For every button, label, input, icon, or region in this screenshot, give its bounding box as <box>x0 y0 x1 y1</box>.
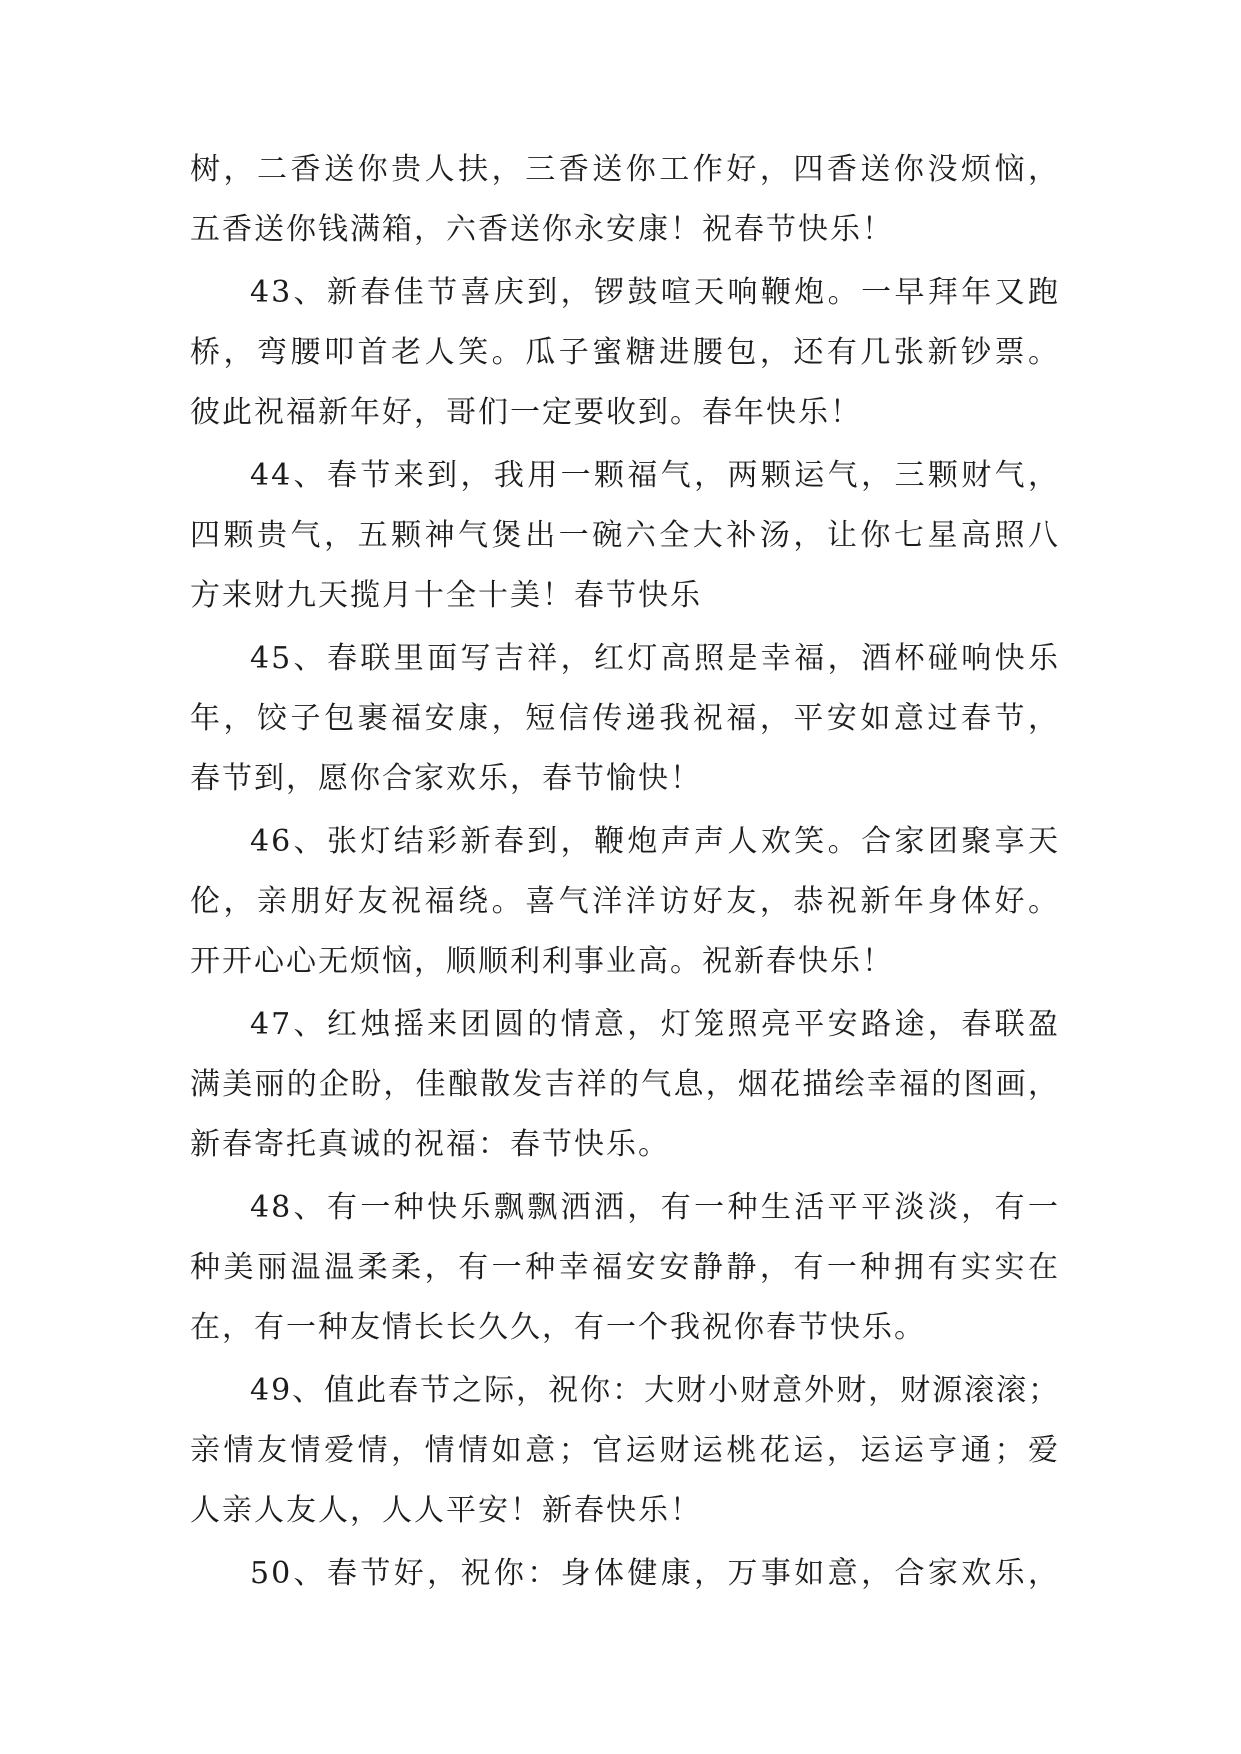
paragraph-50-line: 50、春节好，祝你：身体健康，万事如意，合家欢乐， <box>250 1556 1060 1591</box>
paragraph-49-line: 49、值此春节之际，祝你：大财小财意外财，财源滚滚； <box>250 1373 1061 1408</box>
text-line: 新春寄托真诚的祝福：春节快乐。 <box>190 1127 670 1162</box>
text-line: 春节到，愿你合家欢乐，春节愉快！ <box>190 761 702 796</box>
text-line: 方来财九天揽月十全十美！春节快乐 <box>190 578 702 613</box>
text-line: 伦，亲朋好友祝福绕。喜气洋洋访好友，恭祝新年身体好。 <box>190 884 1060 919</box>
text-line: 桥，弯腰叩首老人笑。瓜子蜜糖进腰包，还有几张新钞票。 <box>190 335 1060 370</box>
paragraph-44-line: 44、春节来到，我用一颗福气，两颗运气，三颗财气， <box>250 458 1060 493</box>
text-line: 五香送你钱满箱，六香送你永安康！祝春节快乐！ <box>190 212 894 247</box>
paragraph-47-line: 47、红烛摇来团圆的情意，灯笼照亮平安路途，春联盈 <box>250 1007 1060 1042</box>
paragraph-48-line: 48、有一种快乐飘飘洒洒，有一种生活平平淡淡，有一 <box>250 1190 1060 1225</box>
text-line: 彼此祝福新年好，哥们一定要收到。春年快乐！ <box>190 395 862 430</box>
text-line: 年，饺子包裹福安康，短信传递我祝福，平安如意过春节， <box>190 701 1060 736</box>
paragraph-46-line: 46、张灯结彩新春到，鞭炮声声人欢笑。合家团聚享天 <box>250 824 1060 859</box>
text-line: 满美丽的企盼，佳酿散发吉祥的气息，烟花描绘幸福的图画， <box>190 1067 1060 1102</box>
paragraph-43-line: 43、新春佳节喜庆到，锣鼓喧天响鞭炮。一早拜年又跑 <box>250 275 1060 310</box>
text-line: 亲情友情爱情，情情如意；官运财运桃花运，运运亨通；爱 <box>190 1433 1060 1468</box>
text-line: 在，有一种友情长长久久，有一个我祝你春节快乐。 <box>190 1310 926 1345</box>
text-line: 四颗贵气，五颗神气煲出一碗六全大补汤，让你七星高照八 <box>190 518 1060 553</box>
paragraph-45-line: 45、春联里面写吉祥，红灯高照是幸福，酒杯碰响快乐 <box>250 641 1060 676</box>
text-line: 树，二香送你贵人扶，三香送你工作好，四香送你没烦恼， <box>190 152 1060 187</box>
text-line: 种美丽温温柔柔，有一种幸福安安静静，有一种拥有实实在 <box>190 1250 1060 1285</box>
text-line: 人亲人友人，人人平安！新春快乐！ <box>190 1493 702 1528</box>
text-line: 开开心心无烦恼，顺顺利利事业高。祝新春快乐！ <box>190 944 894 979</box>
